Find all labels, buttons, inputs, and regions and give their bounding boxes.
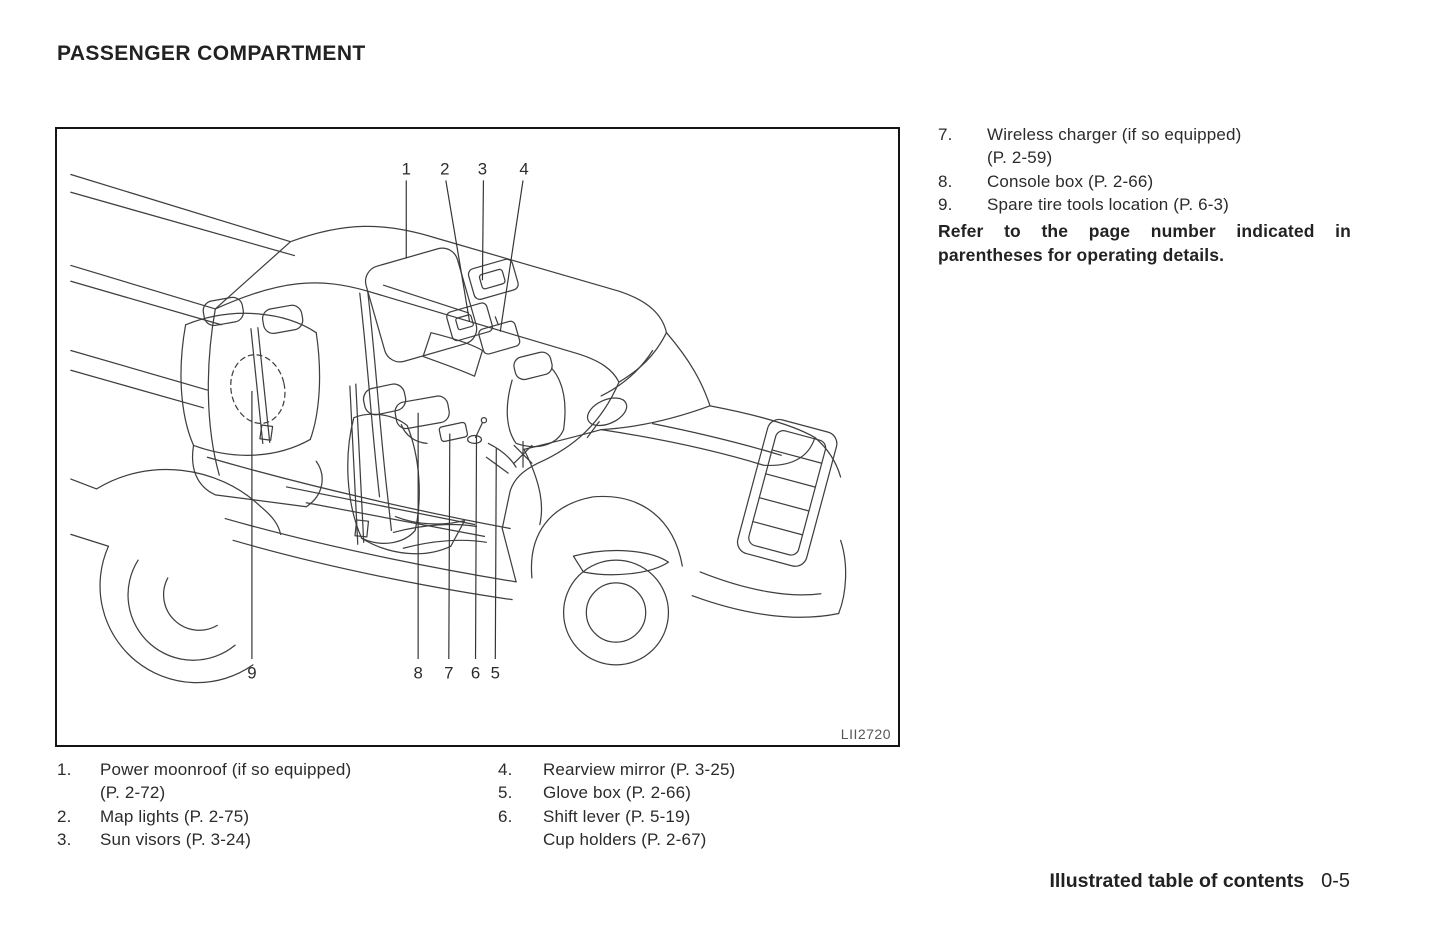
page-title: PASSENGER COMPARTMENT <box>57 42 366 65</box>
callout-2: 2 <box>440 159 450 179</box>
legend-item-number: 1. <box>57 760 72 779</box>
callout-6: 6 <box>470 663 481 683</box>
legend-item-label: Sun visors (P. 3-24) <box>100 830 252 850</box>
legend-item-label: Rearview mirror (P. 3-25) <box>543 760 736 779</box>
legend-item-label: Wireless charger (if so equipped) <box>987 125 1242 144</box>
legend-item <box>938 170 1351 193</box>
legend-item-number: 6. <box>498 806 513 826</box>
callout-5: 5 <box>490 663 500 683</box>
legend-item-number: 8. <box>938 171 953 191</box>
legend-item-label: Spare tire tools location (P. 6-3) <box>987 195 1229 215</box>
truck-line-art <box>71 174 846 682</box>
callout-7: 7 <box>444 663 454 683</box>
legend-item-number: 5. <box>498 783 513 803</box>
legend-item <box>938 193 1351 216</box>
legend-item <box>57 828 487 851</box>
legend-item <box>498 758 908 781</box>
callout-8: 8 <box>413 663 423 683</box>
legend-bottom-left <box>57 758 487 852</box>
figure-passenger-compartment <box>55 127 900 747</box>
legend-item <box>57 805 487 828</box>
legend-item <box>57 758 487 805</box>
callout-9: 9 <box>247 663 257 683</box>
footer-section-title: Illustrated table of contents <box>1049 870 1305 892</box>
callout-4: 4 <box>519 159 529 179</box>
legend-item-number: 3. <box>57 830 72 850</box>
legend-item-label: Console box (P. 2-66) <box>987 171 1154 191</box>
callout-3: 3 <box>477 159 488 179</box>
callout-leader-lines <box>252 180 523 659</box>
legend-bottom-middle <box>498 758 908 852</box>
note-line: Refer to the page number indicated in <box>938 220 1351 241</box>
legend-item-number: 4. <box>498 760 513 779</box>
legend-item-label: Glove box (P. 2-66) <box>543 783 692 803</box>
legend-item-label: Cup holders (P. 2-67) <box>543 830 707 850</box>
legend-item <box>938 123 1351 170</box>
figure-code: LII2720 <box>840 726 891 742</box>
operating-details-note <box>938 219 1351 267</box>
legend-item <box>498 781 908 804</box>
vehicle-cutaway-illustration <box>57 129 898 745</box>
legend-item-page-ref: (P. 2-59) <box>987 148 1053 168</box>
legend-item-number: 9. <box>938 195 953 215</box>
footer-page-number: 0-5 <box>1321 870 1350 892</box>
legend-right-column <box>938 123 1351 267</box>
legend-item-number: 2. <box>57 806 72 826</box>
legend-item-label: Power moonroof (if so equipped) <box>100 760 352 779</box>
legend-item-label: Shift lever (P. 5-19) <box>543 806 691 826</box>
legend-item <box>498 805 908 852</box>
legend-item-number: 7. <box>938 125 953 144</box>
note-line: parentheses for operating details. <box>938 244 1225 265</box>
legend-item-label: Map lights (P. 2-75) <box>100 806 250 826</box>
callout-1: 1 <box>401 159 411 179</box>
page-footer <box>1049 870 1350 893</box>
legend-item-page-ref: (P. 2-72) <box>100 783 166 803</box>
